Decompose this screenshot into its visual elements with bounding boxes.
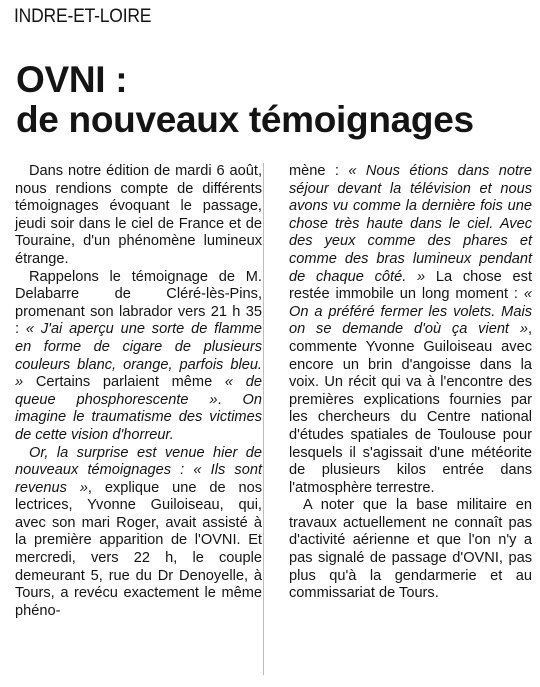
paragraph	[289, 497, 532, 603]
paragraph-text: , commente Yvonne Guiloiseau avec encore un brin d'angoisse dans la voix. Un récit qui va à l'encontre des premières explications fournies par les chercheurs du Centre national d'études spatiales de Toulouse pour lesquels il s'agissait d'une météorite de plusieurs kilos entrée dans l'atmosphère terrestre.	[289, 321, 532, 496]
article-column-right	[289, 163, 532, 603]
paragraph	[15, 163, 262, 269]
paragraph-text: Certains parlaient même	[23, 374, 225, 391]
paragraph	[15, 445, 262, 621]
paragraph-text: , explique une de nos lectrices, Yvonne Guiloiseau, qui, avec son mari Roger, avait assisté à la première apparition de l'OVNI. Et mercredi, vers 22 h, le couple demeurant 5, rue du Dr Denoyelle, à Tours, a revécu exactement le même phéno-	[15, 479, 262, 619]
quote: « On a préféré fermer les volets. Mais on se demande d'où ça vient »	[289, 286, 532, 338]
paragraph	[289, 163, 532, 497]
quote: « J'ai aperçu une sorte de flamme en forme de cigare de plusieurs couleurs blanc, orange, parfois bleu. »	[15, 321, 262, 391]
paragraph	[15, 269, 262, 445]
paragraph-text: .	[217, 391, 243, 408]
paragraph-text: La chose est restée immobile un long moment :	[289, 268, 532, 303]
paragraph-text: A noter que la base militaire en travaux actuellement ne connaît pas d'activité aérienne et que l'on n'y a pas signalé de passage d'OVNI, pas plus qu'à la gendarmerie et au commissariat de Tours.	[289, 497, 532, 602]
paragraph-text: mène :	[289, 163, 349, 179]
quote: « Nous étions dans notre séjour devant la télévision et nous avons vu comme la dernière fois une chose très haute dans le ciel. Avec des yeux comme des phares et comme des bras lumineux pendant de chaque côté. »	[289, 163, 532, 285]
quote: Or, la surprise est venue hier de nouveaux témoignages : « Ils sont revenus »	[15, 444, 262, 496]
section-rubric: INDRE-ET-LOIRE	[14, 6, 152, 27]
headline	[16, 60, 531, 140]
column-divider	[263, 163, 264, 675]
article-column-left	[15, 163, 262, 620]
headline-line-2: de nouveaux témoignages	[16, 99, 474, 140]
quote: « de queue phosphorescente »	[15, 374, 263, 408]
quote: On imagine le traumatisme des victimes de cette vision d'horreur.	[15, 391, 263, 443]
paragraph-text: Dans notre édition de mardi 6 août, nous rendions compte de différents témoignages évoquant le passage, jeudi soir dans le ciel de France et de Touraine, d'un phénomène lumineux étrange.	[15, 163, 262, 267]
headline-line-1: OVNI :	[16, 59, 128, 100]
paragraph-text: Rappelons le témoignage de M. Delabarre de Cléré-lès-Pins, promenant son labrador vers 21 h 35 :	[15, 268, 262, 338]
